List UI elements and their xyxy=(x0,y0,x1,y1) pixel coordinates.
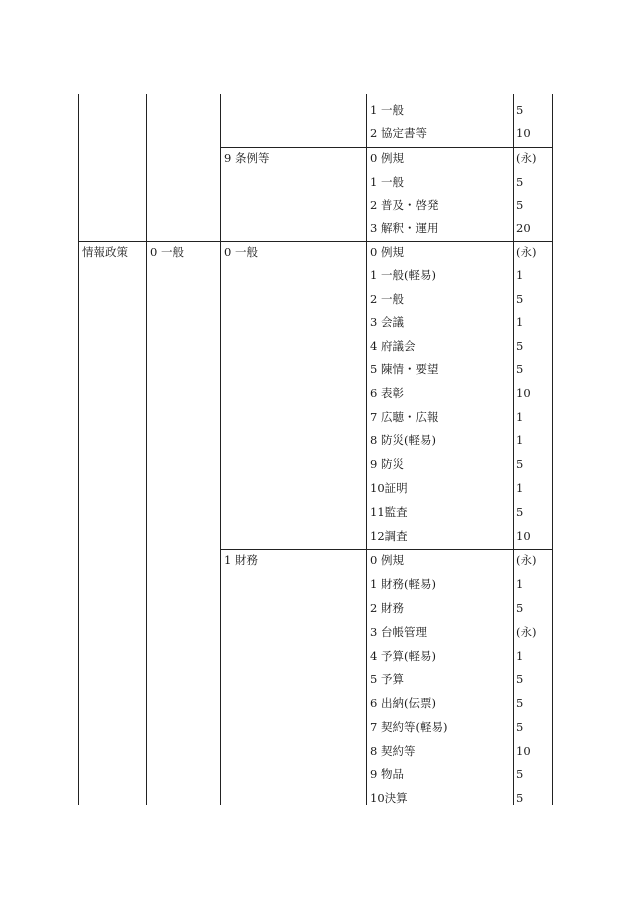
item-cell: 0 例規 xyxy=(370,151,404,165)
period-cell: 1 xyxy=(516,433,524,447)
period-cell: 1 xyxy=(516,481,524,495)
section-name: 1 財務 xyxy=(224,553,258,567)
period-cell: 5 xyxy=(516,457,524,471)
period-cell: 5 xyxy=(516,505,524,519)
item-cell: 2 財務 xyxy=(370,601,404,615)
period-cell: 1 xyxy=(516,315,524,329)
item-cell: 2 協定書等 xyxy=(370,126,427,140)
subcategory-name: 0 一般 xyxy=(150,245,184,259)
period-cell: (永) xyxy=(516,553,537,567)
period-cell: 10 xyxy=(516,386,531,400)
period-cell: 5 xyxy=(516,601,524,615)
section-name: 9 条例等 xyxy=(224,151,270,165)
period-cell: 5 xyxy=(516,175,524,189)
section-divider-zaimu xyxy=(220,549,553,550)
item-cell: 1 一般 xyxy=(370,175,404,189)
period-cell: 10 xyxy=(516,529,531,543)
category-name: 情報政策 xyxy=(82,245,128,259)
item-cell: 9 防災 xyxy=(370,457,404,471)
item-cell: 11監査 xyxy=(370,505,408,519)
item-cell: 1 一般 xyxy=(370,103,404,117)
item-cell: 3 解釈・運用 xyxy=(370,221,439,235)
item-cell: 4 予算(軽易) xyxy=(370,649,436,663)
item-cell: 7 契約等(軽易) xyxy=(370,720,448,734)
item-cell: 2 普及・啓発 xyxy=(370,198,439,212)
column-border-5 xyxy=(513,94,514,805)
column-border-6 xyxy=(552,94,553,805)
period-cell: 5 xyxy=(516,672,524,686)
section-name: 0 一般 xyxy=(224,245,258,259)
period-cell: 5 xyxy=(516,767,524,781)
item-cell: 2 一般 xyxy=(370,292,404,306)
item-cell: 7 広聴・広報 xyxy=(370,410,439,424)
period-cell: (永) xyxy=(516,245,537,259)
item-cell: 5 予算 xyxy=(370,672,404,686)
period-cell: 5 xyxy=(516,362,524,376)
category-divider-joho xyxy=(78,241,553,242)
item-cell: 5 陳情・要望 xyxy=(370,362,439,376)
item-cell: 4 府議会 xyxy=(370,339,416,353)
period-cell: 10 xyxy=(516,744,531,758)
item-cell: 9 物品 xyxy=(370,767,404,781)
period-cell: 5 xyxy=(516,696,524,710)
period-cell: 5 xyxy=(516,339,524,353)
item-cell: 1 一般(軽易) xyxy=(370,268,436,282)
item-cell: 6 表彰 xyxy=(370,386,404,400)
item-cell: 3 会議 xyxy=(370,315,404,329)
item-cell: 0 例規 xyxy=(370,553,404,567)
item-cell: 8 契約等 xyxy=(370,744,416,758)
item-cell: 8 防災(軽易) xyxy=(370,433,436,447)
item-cell: 0 例規 xyxy=(370,245,404,259)
period-cell: 10 xyxy=(516,126,531,140)
section-divider-jorei xyxy=(220,147,553,148)
period-cell: 20 xyxy=(516,221,531,235)
item-cell: 1 財務(軽易) xyxy=(370,577,436,591)
period-cell: 5 xyxy=(516,198,524,212)
item-cell: 6 出納(伝票) xyxy=(370,696,436,710)
period-cell: 1 xyxy=(516,268,524,282)
column-border-2 xyxy=(146,94,147,805)
column-border-1 xyxy=(78,94,79,805)
item-cell: 10証明 xyxy=(370,481,408,495)
period-cell: 1 xyxy=(516,649,524,663)
period-cell: 1 xyxy=(516,410,524,424)
period-cell: 5 xyxy=(516,292,524,306)
column-border-4 xyxy=(366,94,367,805)
period-cell: (永) xyxy=(516,625,537,639)
period-cell: 5 xyxy=(516,720,524,734)
column-border-3 xyxy=(220,94,221,805)
period-cell: 5 xyxy=(516,791,524,805)
item-cell: 3 台帳管理 xyxy=(370,625,427,639)
item-cell: 12調査 xyxy=(370,529,408,543)
item-cell: 10決算 xyxy=(370,791,408,805)
period-cell: 5 xyxy=(516,103,524,117)
period-cell: (永) xyxy=(516,151,537,165)
period-cell: 1 xyxy=(516,577,524,591)
